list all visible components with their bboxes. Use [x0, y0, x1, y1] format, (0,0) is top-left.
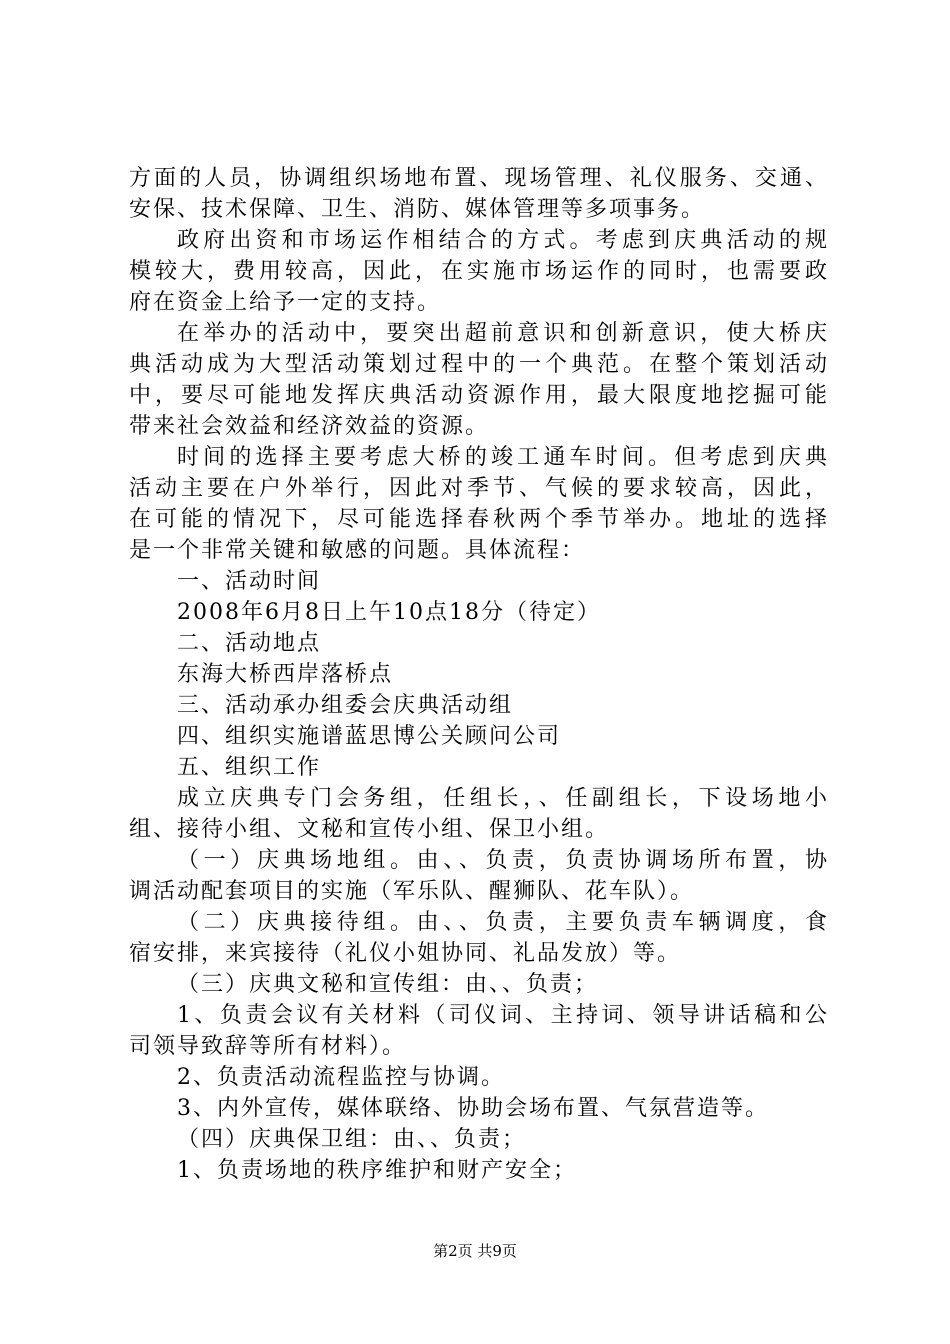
- text-line: 在可能的情况下，尽可能选择春秋两个季节举办。地址的选择: [129, 507, 829, 532]
- text-line: 2008年6月8日上午10点18分（待定）: [177, 600, 601, 625]
- text-line: 模较大，费用较高，因此，在实施市场运作的同时，也需要政: [129, 259, 829, 284]
- text-line: 3、内外宣传，媒体联络、协助会场布置、气氛营造等。: [177, 1096, 769, 1121]
- text-line: （一）庆典场地组。由、、负责，负责协调场所布置，协: [177, 848, 829, 873]
- text-line: 中，要尽可能地发挥庆典活动资源作用，最大限度地挖掘可能: [129, 383, 829, 408]
- document-body: [129, 163, 829, 1186]
- text-line: 1、负责会议有关材料（司仪词、主持词、领导讲话稿和公: [177, 1003, 829, 1028]
- section-heading: 一、活动时间: [177, 569, 322, 594]
- text-line: 是一个非常关键和敏感的问题。具体流程：: [129, 538, 586, 563]
- text-line: 活动主要在户外举行，因此对季节、气候的要求较高，因此，: [129, 476, 829, 501]
- text-line: 1、负责场地的秩序维护和财产安全；: [177, 1158, 577, 1183]
- text-line: 东海大桥西岸落桥点: [177, 662, 394, 687]
- text-line: 府在资金上给予一定的支持。: [129, 290, 442, 315]
- text-line: 司领导致辞等所有材料）。: [129, 1034, 407, 1059]
- text-line: 典活动成为大型活动策划过程中的一个典范。在整个策划活动: [129, 352, 829, 377]
- text-line: 政府出资和市场运作相结合的方式。考虑到庆典活动的规: [177, 228, 829, 253]
- text-line: （三）庆典文秘和宣传组：由、、负责；: [177, 972, 599, 997]
- text-line: 宿安排，来宾接待（礼仪小姐协同、礼品发放）等。: [129, 941, 682, 966]
- text-line: （二）庆典接待组。由、、负责，主要负责车辆调度，食: [177, 910, 829, 935]
- text-line: 组、接待小组、文秘和宣传小组、保卫小组。: [129, 817, 610, 842]
- text-line: 在举办的活动中，要突出超前意识和创新意识，使大桥庆: [177, 321, 829, 346]
- text-line: 安保、技术保障、卫生、消防、媒体管理等多项事务。: [129, 197, 706, 222]
- text-line: 时间的选择主要考虑大桥的竣工通车时间。但考虑到庆典: [177, 445, 829, 470]
- text-line: （四）庆典保卫组：由、、负责；: [177, 1127, 527, 1152]
- text-line: 调活动配套项目的实施（军乐队、醒狮队、花车队）。: [129, 879, 695, 904]
- section-heading: 四、组织实施谱蓝思博公关顾问公司: [177, 724, 562, 749]
- section-heading: 二、活动地点: [177, 631, 322, 656]
- page-footer: 第2页 共9页: [433, 1242, 517, 1260]
- text-line: 2、负责活动流程监控与协调。: [177, 1065, 505, 1090]
- section-heading: 三、活动承办组委会庆典活动组: [177, 693, 514, 718]
- section-heading: 五、组织工作: [177, 755, 322, 780]
- text-line: 方面的人员，协调组织场地布置、现场管理、礼仪服务、交通、: [129, 166, 829, 191]
- text-line: 成立庆典专门会务组，任组长，、任副组长，下设场地小: [177, 786, 829, 811]
- text-line: 带来社会效益和经济效益的资源。: [129, 414, 490, 439]
